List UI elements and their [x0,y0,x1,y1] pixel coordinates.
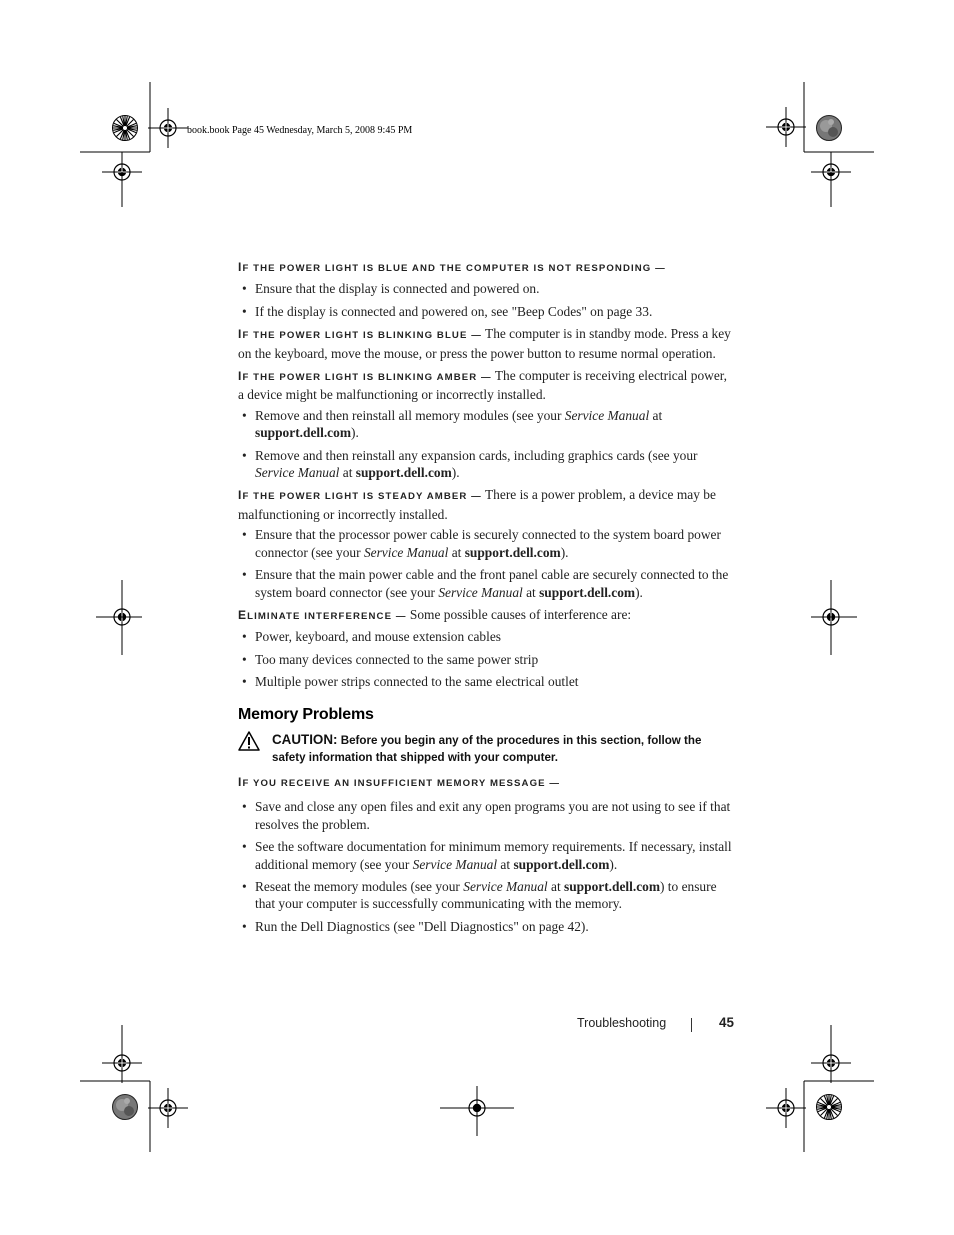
bullet-list [238,407,736,482]
caution-triangle-icon [238,731,260,751]
heading-initial: I [238,488,243,503]
heading-text: F THE POWER LIGHT IS BLUE AND THE COMPUTER IS NOT RESPONDING — [242,263,666,274]
heading-initial: I [238,369,243,384]
manual-title: Service Manual [438,584,523,600]
list-item: • If the display is connected and powered on, see "Beep Codes" on page 33. [238,303,736,320]
heading-initial: I [238,260,243,274]
list-item: • Ensure that the main power cable and the front panel cable are securely connected to the system board connector (see your Service Manual at support.dell.com). [238,566,736,601]
support-url: support.dell.com [539,584,636,600]
run-in-heading [238,260,666,274]
support-url: support.dell.com [464,544,561,560]
caution-note [238,731,736,767]
list-item: • Save and close any open files and exit any open programs you are not using to see if that resolves the problem. [238,798,736,833]
manual-title: Service Manual [363,544,449,560]
list-item: • Ensure that the processor power cable is securely connected to the system board power connector (see your Service Manual at support.dell.com). [238,526,736,561]
run-in-heading [238,774,561,789]
run-in-heading [238,369,492,384]
heading-text: F YOU RECEIVE AN INSUFFICIENT MEMORY MESSAGE — [242,777,561,789]
run-in-heading [238,607,407,622]
run-in-heading [238,488,482,503]
troubleshoot-paragraph [238,773,736,792]
heading-text: F THE POWER LIGHT IS BLINKING AMBER — [242,372,492,384]
list-item: • Run the Dell Diagnostics (see "Dell Diagnostics" on page 42). [238,918,736,935]
heading-text: F THE POWER LIGHT IS STEADY AMBER — [242,491,482,503]
support-url: support.dell.com [513,856,610,872]
page-number: 45 [719,1015,734,1030]
heading-text: F THE POWER LIGHT IS BLINKING BLUE — [242,330,482,342]
support-url: support.dell.com [255,425,351,441]
list-item: • See the software documentation for minimum memory requirements. If necessary, install additional memory (see your Service Manual at support.dell.com). [238,838,736,873]
run-in-heading [238,327,482,342]
bullet-list [238,526,736,601]
bullet-list [238,628,736,690]
troubleshoot-paragraph: IF THE POWER LIGHT IS STEADY AMBER — There is a power problem, a device may be malfunctioning or incorrectly installed. [238,487,716,522]
troubleshoot-paragraph: IF THE POWER LIGHT IS BLINKING AMBER — The computer is receiving electrical power, a device might be malfunctioning or incorrectly installed. [238,368,728,403]
manual-title: Service Manual [564,407,650,423]
heading-text: LIMINATE INTERFERENCE — [247,610,407,622]
list-item: • Ensure that the display is connected and powered on. [238,280,736,297]
footer-section-name: Troubleshooting [577,1016,667,1030]
list-item: • Reseat the memory modules (see your Service Manual at support.dell.com) to ensure that your computer is successfully communicating with the memory. [238,878,736,913]
caution-text: Before you begin any of the procedures in this section, follow the safety information that shipped with your computer. [272,733,702,765]
bullet-list [238,280,736,320]
heading-initial: I [238,327,243,342]
print-slug-line: book.book Page 45 Wednesday, March 5, 2008 9:45 PM [187,125,413,136]
heading-initial: I [238,774,243,789]
bullet-list [238,798,736,935]
section-title: Memory Problems [238,705,374,723]
troubleshoot-paragraph [238,258,736,277]
support-url: support.dell.com [564,878,660,894]
caution-label: CAUTION: [272,731,338,747]
main-content [238,258,736,940]
manual-title: Service Manual [412,856,498,872]
list-item: • Power, keyboard, and mouse extension cables [238,628,736,645]
list-item: • Too many devices connected to the same power strip [238,651,736,668]
list-item: • Remove and then reinstall all memory modules (see your Service Manual at support.dell.com). [238,407,736,442]
troubleshoot-paragraph: ELIMINATE INTERFERENCE — Some possible causes of interference are: [238,606,632,622]
troubleshoot-paragraph: IF THE POWER LIGHT IS BLINKING BLUE — The computer is in standby mode. Press a key on the keyboard, move the mouse, or press the power button to resume normal operation. [238,326,731,361]
manual-title: Service Manual [463,878,548,894]
support-url: support.dell.com [355,465,452,481]
list-item: • Multiple power strips connected to the same electrical outlet [238,673,736,690]
footer-divider [691,1018,692,1032]
list-item: • Remove and then reinstall any expansion cards, including graphics cards (see your Service Manual at support.dell.com). [238,447,736,482]
heading-initial: E [238,607,248,622]
manual-title: Service Manual [255,465,340,481]
